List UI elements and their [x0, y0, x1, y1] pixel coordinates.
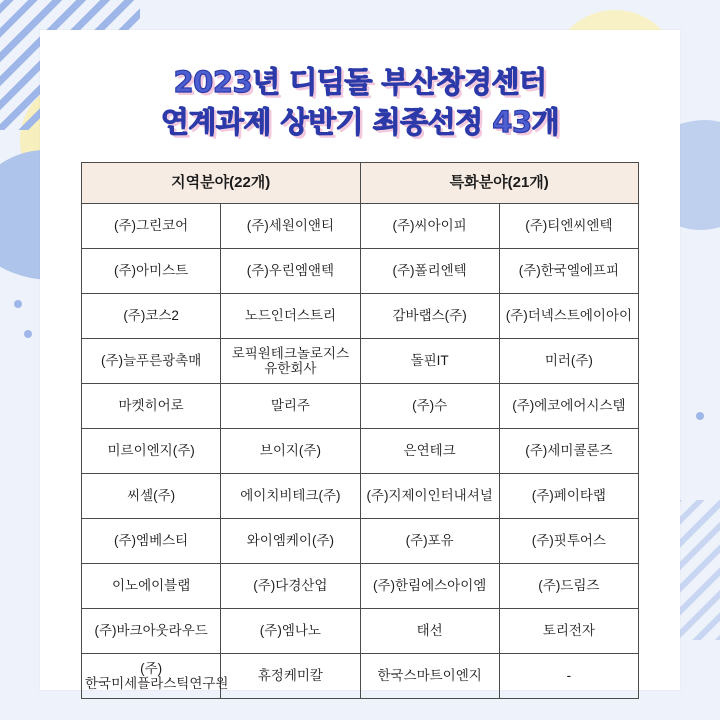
table-header-regional: 지역분야(22개): [82, 163, 361, 204]
table-cell: (주)핏투어스: [499, 519, 638, 564]
table-cell: (주)더넥스트에이아이: [499, 294, 638, 339]
table-row: [82, 384, 639, 429]
table-cell: 브이지(주): [221, 429, 360, 474]
table-row: [82, 609, 639, 654]
table-cell: 미르이엔지(주): [82, 429, 221, 474]
table-cell: (주)그린코어: [82, 204, 221, 249]
table-cell: (주)우린엠앤텍: [221, 249, 360, 294]
table-cell: 마켓히어로: [82, 384, 221, 429]
table-header-specialized: 특화분야(21개): [360, 163, 639, 204]
table-cell: 토리전자: [499, 609, 638, 654]
table-header-row: [82, 163, 639, 204]
table-cell: (주)한림에스아이엠: [360, 564, 499, 609]
table-cell: 태선: [360, 609, 499, 654]
table-cell: (주)씨아이피: [360, 204, 499, 249]
page-title-line-2: 연계과제 상반기 최종선정 43개: [160, 105, 560, 140]
table-cell: (주)한국미세플라스틱연구원: [82, 654, 221, 699]
table-row: [82, 474, 639, 519]
table-cell: (주)바크아웃라우드: [82, 609, 221, 654]
table-cell: (주)수: [360, 384, 499, 429]
table-cell: (주)엠나노: [221, 609, 360, 654]
table-cell: (주)아미스트: [82, 249, 221, 294]
page-title: [40, 30, 680, 142]
table-cell: 한국스마트이엔지: [360, 654, 499, 699]
table-row: [82, 519, 639, 564]
table-cell: 말리주: [221, 384, 360, 429]
table-row: [82, 204, 639, 249]
dot-decoration: [696, 412, 704, 420]
table-cell: (주)페이타랩: [499, 474, 638, 519]
table-cell: 미러(주): [499, 339, 638, 384]
table-cell: (주)드림즈: [499, 564, 638, 609]
table-cell: (주)코스2: [82, 294, 221, 339]
table-cell: 감바랩스(주): [360, 294, 499, 339]
table-row: [82, 429, 639, 474]
table-cell: (주)세미콜론즈: [499, 429, 638, 474]
table-row: [82, 294, 639, 339]
table-cell: 이노에이블랩: [82, 564, 221, 609]
table-cell: (주)포유: [360, 519, 499, 564]
table-body: [82, 204, 639, 699]
table-cell: 노드인더스트리: [221, 294, 360, 339]
table-cell: 씨셀(주): [82, 474, 221, 519]
table-cell: -: [499, 654, 638, 699]
table-cell: 돌핀IT: [360, 339, 499, 384]
table-cell: (주)티엔씨엔텍: [499, 204, 638, 249]
table-cell: (주)늘푸른광촉매: [82, 339, 221, 384]
table-cell: (주)폴리엔텍: [360, 249, 499, 294]
selected-companies-table-wrapper: [81, 162, 639, 699]
table-row: [82, 249, 639, 294]
table-row: [82, 339, 639, 384]
table-cell: 와이엠케이(주): [221, 519, 360, 564]
table-row: [82, 654, 639, 699]
table-cell: 은연테크: [360, 429, 499, 474]
table-cell: 휴정케미칼: [221, 654, 360, 699]
dot-decoration: [24, 330, 32, 338]
dot-decoration: [14, 300, 22, 308]
content-card: [40, 30, 680, 690]
table-cell: (주)한국엘에프피: [499, 249, 638, 294]
page-title-line-1: 2023년 디딤돌 부산창경센터: [173, 65, 547, 99]
table-cell: 에이치비테크(주): [221, 474, 360, 519]
table-cell: (주)엠베스티: [82, 519, 221, 564]
table-row: [82, 564, 639, 609]
table-cell: (주)에코에어시스템: [499, 384, 638, 429]
table-cell: (주)세원이앤티: [221, 204, 360, 249]
table-cell: (주)지제이인터내셔널: [360, 474, 499, 519]
selected-companies-table: [81, 162, 639, 699]
table-cell: (주)다경산업: [221, 564, 360, 609]
table-cell: 로픽원테크놀로지스 유한회사: [221, 339, 360, 384]
